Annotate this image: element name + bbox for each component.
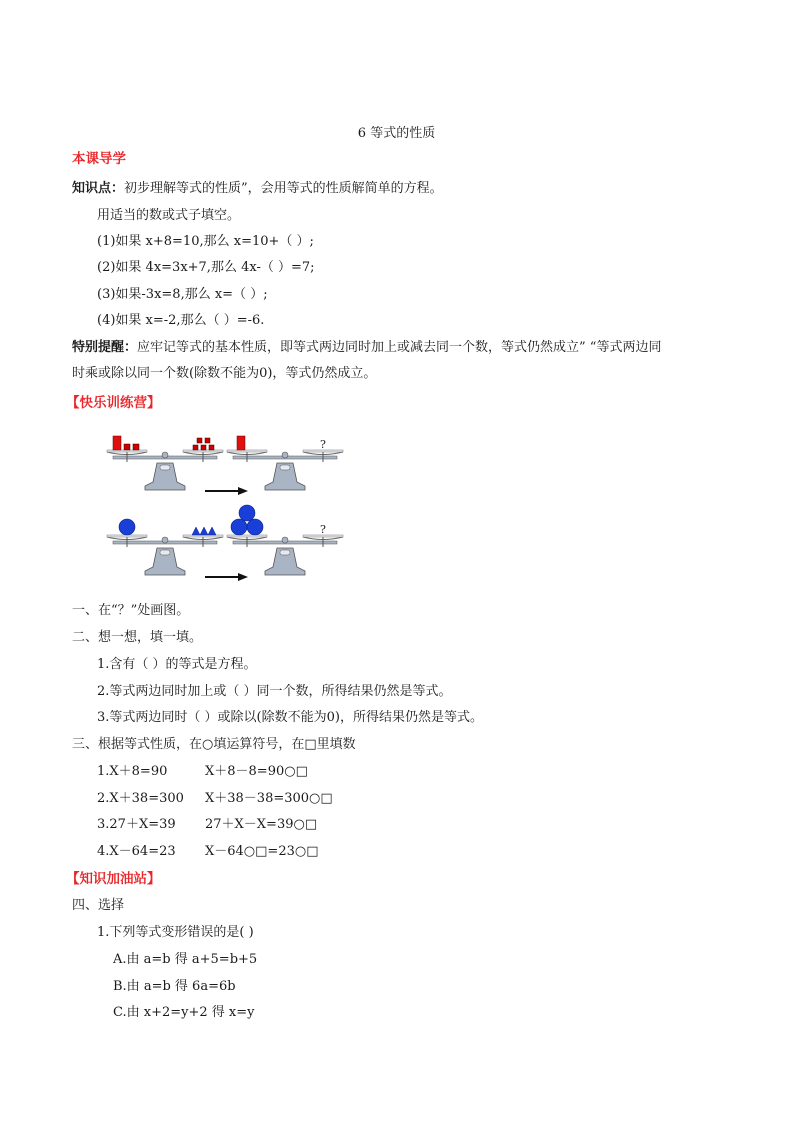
reminder-label: 特别提醒：	[72, 340, 138, 355]
section-heading-boost: 【知识加油站】	[66, 871, 161, 887]
reminder-line-2: 时乘或除以同一个数(除数不能为0)，等式仍然成立。	[72, 366, 377, 381]
reminder-line-1	[72, 339, 661, 357]
guide-item-4: (4)如果 x=-2,那么（ ）=-6.	[97, 313, 265, 328]
arrow-icon-row-2	[205, 573, 248, 581]
reminder-text-1: 应牢记等式的基本性质，即等式两边同时加上或减去同一个数，等式仍然成立” “等式两边同	[137, 340, 662, 355]
scale-row-1-after	[227, 436, 343, 490]
question-3-row-3-left: 3.27＋X=39	[97, 817, 176, 832]
question-2-item-1: 1.含有（ ）的等式是方程。	[97, 657, 257, 672]
page-title: 6 等式的性质	[357, 126, 436, 141]
question-1: 一、在“？”处画图。	[72, 603, 190, 618]
svg-text:?: ?	[320, 438, 326, 451]
knowledge-text: 初步理解等式的性质”，会用等式的性质解简单的方程。	[124, 181, 443, 196]
question-3-row-1-left: 1.X＋8=90	[97, 764, 168, 779]
question-3-row-4-left: 4.X－64=23	[97, 844, 176, 859]
arrow-icon-row-1	[205, 487, 248, 495]
scale-row-1-before	[107, 436, 223, 490]
guide-item-1: (1)如果 x+8=10,那么 x=10+（ ）;	[97, 234, 314, 249]
option-b: B.由 a=b 得 6a=6b	[113, 979, 236, 994]
question-4-prompt: 1.下列等式变形错误的是( )	[97, 925, 254, 940]
scale-row-2-after	[227, 505, 343, 575]
guide-item-2: (2)如果 4x=3x+7,那么 4x-（ ）=7;	[97, 260, 315, 275]
svg-text:?: ?	[320, 523, 326, 536]
question-3-row-2-left: 2.X＋38=300	[97, 791, 184, 806]
knowledge-point	[72, 180, 443, 198]
question-3-row-4-right: X－64○□=23○□	[205, 844, 319, 859]
question-3-row-3-right: 27＋X－X=39○□	[205, 817, 318, 832]
knowledge-label: 知识点：	[72, 181, 125, 196]
question-3-row-1-right: X＋8－8=90○□	[205, 764, 308, 779]
section-heading-guide: 本课导学	[72, 151, 126, 167]
question-2-item-2: 2.等式两边同时加上或（ ）同一个数，所得结果仍然是等式。	[97, 684, 452, 699]
guide-item-3: (3)如果-3x=8,那么 x=（ ）;	[97, 287, 268, 302]
section-heading-practice: 【快乐训练营】	[66, 395, 161, 411]
option-a: A.由 a=b 得 a+5=b+5	[113, 952, 258, 967]
scale-row-2-before	[107, 519, 223, 575]
question-3-row-2-right: X＋38－38=300○□	[205, 791, 333, 806]
question-4-heading: 四、选择	[72, 898, 125, 913]
fill-instruction: 用适当的数或式子填空。	[97, 208, 241, 223]
option-c: C.由 x+2=y+2 得 x=y	[113, 1005, 255, 1020]
question-2-item-3: 3.等式两边同时（ ）或除以(除数不能为0)，所得结果仍然是等式。	[97, 710, 483, 725]
question-2-heading: 二、想一想，填一填。	[72, 630, 203, 645]
question-3-heading: 三、根据等式性质，在○填运算符号，在□里填数	[72, 737, 356, 752]
balance-scale-figure	[100, 430, 350, 595]
